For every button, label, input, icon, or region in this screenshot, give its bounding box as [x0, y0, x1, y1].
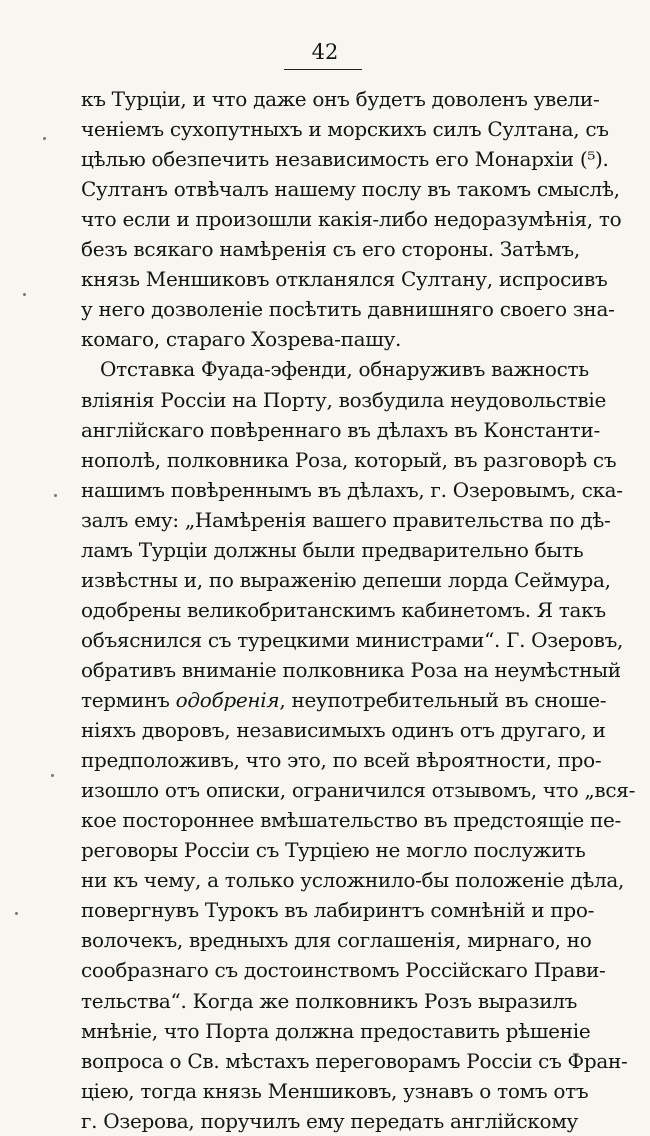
text-line: объяснился съ турецкими министрами“. Г. Озеровъ,	[81, 627, 624, 652]
margin-mark	[23, 293, 26, 296]
text-line: обративъ вниманіе полковника Роза на неумѣстный	[81, 657, 621, 682]
text-line: терминъ одобренія, неупотребительный въ сноше-	[81, 688, 607, 712]
margin-mark	[51, 774, 54, 777]
text-line: комаго, стараго Хозрева-пашу.	[81, 327, 402, 352]
text-line: ламъ Турціи должны были предварительно быть	[81, 537, 584, 562]
text-line: Отставка Фуада-эфенди, обнаруживъ важность	[100, 357, 589, 382]
text-line: къ Турціи, и что даже онъ будетъ доволенъ увели-	[81, 87, 600, 111]
text-line: реговоры Россіи съ Турціею не могло послужить	[81, 838, 586, 863]
text-line: извѣстны и, по выраженію депеши лорда Сеймура,	[81, 567, 611, 592]
text-line: ніяхъ дворовъ, независимыхъ одинъ отъ другаго, и	[81, 718, 606, 743]
text-line: цѣлью обезпечить независимость его Монархіи (⁵).	[81, 147, 609, 172]
text-line: ченіемъ сухопутныхъ и морскихъ силъ Султана, съ	[81, 117, 609, 142]
text-line: безъ всякаго намѣренія съ его стороны. Затѣмъ,	[81, 237, 580, 262]
text-line: нополѣ, полковника Роза, который, въ разговорѣ съ	[81, 447, 617, 472]
text-line: ни къ чему, а только усложнило-бы положеніе дѣла,	[81, 868, 625, 893]
italic-term: одобренія	[175, 688, 280, 712]
text-line: сообразнаго съ достоинствомъ Россійскаго Прави-	[81, 958, 606, 983]
margin-mark	[54, 494, 57, 497]
text-line: нашимъ повѣреннымъ въ дѣлахъ, г. Озеровымъ, ска-	[81, 477, 623, 502]
text-line: предположивъ, что это, по всей вѣроятности, про-	[81, 748, 602, 773]
text-line: мнѣніе, что Порта должна предоставить рѣшеніе	[81, 1018, 591, 1043]
text-line: изошло отъ описки, ограничился отзывомъ, что „вся-	[81, 778, 636, 803]
margin-mark	[15, 912, 18, 915]
text-line: вопроса о Св. мѣстахъ переговорамъ Россіи съ Фран-	[81, 1048, 628, 1073]
text-line: волочекъ, вредныхъ для соглашенія, мирнаго, но	[81, 928, 592, 953]
text-line: Султанъ отвѣчалъ нашему послу въ такомъ смыслѣ,	[81, 177, 620, 202]
margin-mark	[43, 137, 46, 140]
page-number: 42	[311, 40, 339, 64]
text-line: кое постороннее вмѣшательство въ предстоящіе пе-	[81, 808, 622, 833]
text-line: англійскаго повѣреннаго въ дѣлахъ въ Константи-	[81, 417, 600, 442]
text-line: одобрены великобританскимъ кабинетомъ. Я такъ	[81, 597, 606, 622]
text-line: г. Озерова, поручилъ ему передать англійскому	[81, 1108, 578, 1133]
text-line: что если и произошли какія-либо недоразумѣнія, то	[81, 207, 622, 232]
text-line: залъ ему: „Намѣренія вашего правительства по дѣ-	[81, 507, 611, 532]
text-line: ціею, тогда князь Меншиковъ, узнавъ о томъ отъ	[81, 1078, 589, 1103]
text-line: князь Меншиковъ откланялся Султану, испросивъ	[81, 267, 608, 292]
text-line: вліянія Россіи на Порту, возбудила неудовольствіе	[81, 387, 606, 412]
text-line: у него дозволеніе посѣтить давнишняго своего зна-	[81, 297, 615, 322]
text-line: тельства“. Когда же полковникъ Розъ выразилъ	[81, 988, 578, 1013]
header-rule	[284, 69, 362, 70]
text-line: повергнувъ Турокъ въ лабиринтъ сомнѣній и про-	[81, 898, 595, 923]
